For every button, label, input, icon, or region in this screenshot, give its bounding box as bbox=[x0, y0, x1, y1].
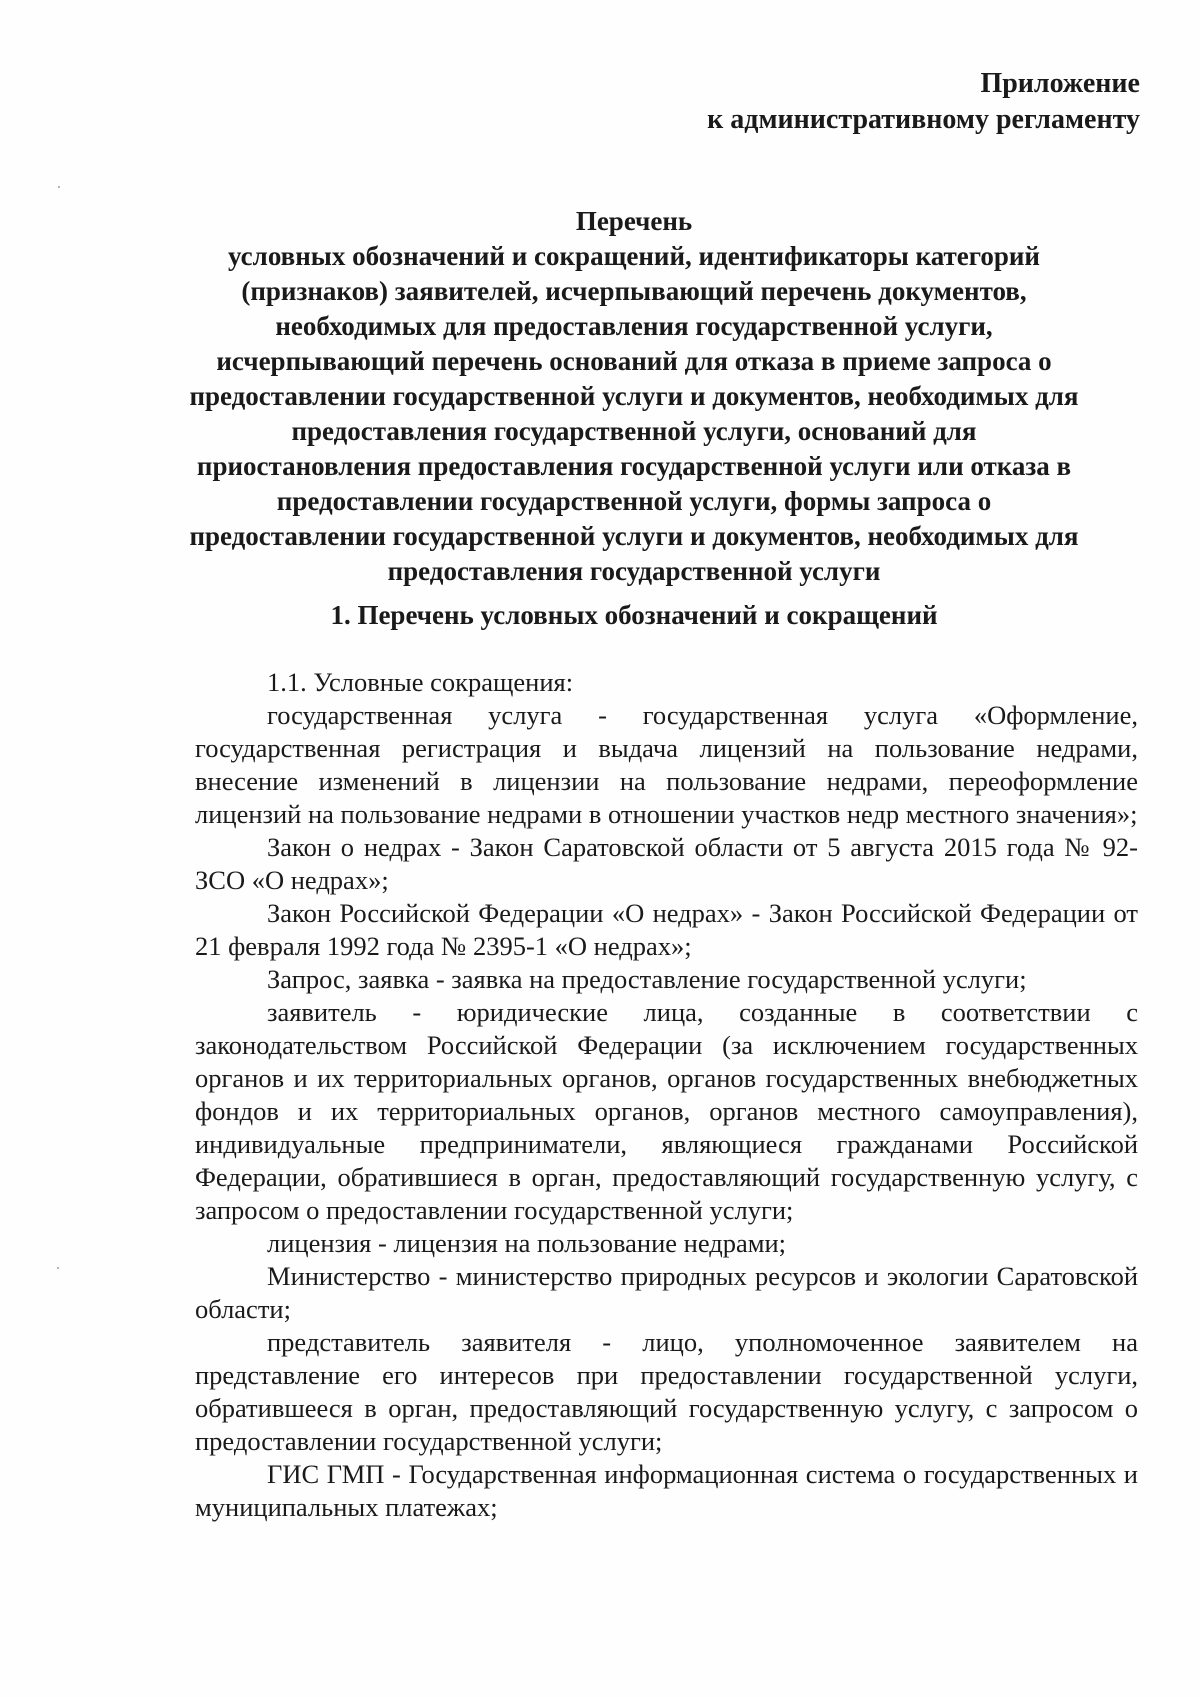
title-line: предоставлении государственной услуги и документов, необходимых для bbox=[189, 521, 1079, 551]
definition-paragraph: государственная услуга - государственная услуга «Оформление, государственная регистрация и выдача лицензий на пользование недрами, внесение изменений в лицензии на пользование недрами, переоформление лицензий на пользование недрами в отношении участков недр местного значения»; bbox=[195, 700, 1138, 829]
title-line: (признаков) заявителей, исчерпывающий перечень документов, bbox=[241, 276, 1027, 306]
section-body bbox=[195, 666, 1138, 1524]
definition-paragraph: Министерство - министерство природных ресурсов и экологии Саратовской области; bbox=[195, 1261, 1138, 1324]
title-line: предоставления государственной услуги, оснований для bbox=[291, 416, 977, 446]
appendix-reference: к административному регламенту bbox=[707, 104, 1140, 135]
scan-speck bbox=[58, 186, 60, 188]
definition-paragraph: заявитель - юридические лица, созданные в соответствии с законодательством Российской Федерации (за исключением государственных органов и их территориальных органов, органов государственных внебюджетных фондов и их территориальных органов, органов местного самоуправления), индивидуальные предприниматели, являющиеся гражданами Российской Федерации, обратившиеся в орган, предоставляющий государственную услугу, с запросом о предоставлении государственной услуги; bbox=[195, 997, 1138, 1225]
title-line: приостановления предоставления государственной услуги или отказа в bbox=[196, 451, 1072, 481]
title-line: Перечень bbox=[575, 206, 693, 236]
title-line: предоставления государственной услуги bbox=[387, 556, 881, 586]
subsection-heading: 1.1. Условные сокращения: bbox=[267, 667, 574, 697]
appendix-header bbox=[707, 66, 1140, 138]
definition-paragraph: лицензия - лицензия на пользование недрами; bbox=[267, 1228, 787, 1258]
definition-paragraph: Закон о недрах - Закон Саратовской области от 5 августа 2015 года № 92-ЗСО «О недрах»; bbox=[195, 832, 1138, 895]
document-title bbox=[150, 204, 1118, 589]
appendix-label: Приложение bbox=[980, 68, 1140, 99]
section-heading: 1. Перечень условных обозначений и сокращений bbox=[330, 600, 938, 630]
title-line: исчерпывающий перечень оснований для отказа в приеме запроса о bbox=[216, 346, 1052, 376]
title-line: предоставлении государственной услуги, формы запроса о bbox=[276, 486, 992, 516]
title-line: предоставлении государственной услуги и документов, необходимых для bbox=[189, 381, 1079, 411]
title-line: необходимых для предоставления государственной услуги, bbox=[275, 311, 993, 341]
definition-paragraph: ГИС ГМП - Государственная информационная система о государственных и муниципальных платежах; bbox=[195, 1459, 1138, 1522]
definition-paragraph: представитель заявителя - лицо, уполномоченное заявителем на представление его интересов при предоставлении государственной услуги, обратившееся в орган, предоставляющий государственную услугу, с запросом о предоставлении государственной услуги; bbox=[195, 1327, 1138, 1456]
scan-speck bbox=[57, 1267, 59, 1269]
title-line: условных обозначений и сокращений, идентификаторы категорий bbox=[228, 241, 1040, 271]
definition-paragraph: Запрос, заявка - заявка на предоставление государственной услуги; bbox=[267, 964, 1027, 994]
definition-paragraph: Закон Российской Федерации «О недрах» - Закон Российской Федерации от 21 февраля 1992 года № 2395-1 «О недрах»; bbox=[195, 898, 1138, 961]
